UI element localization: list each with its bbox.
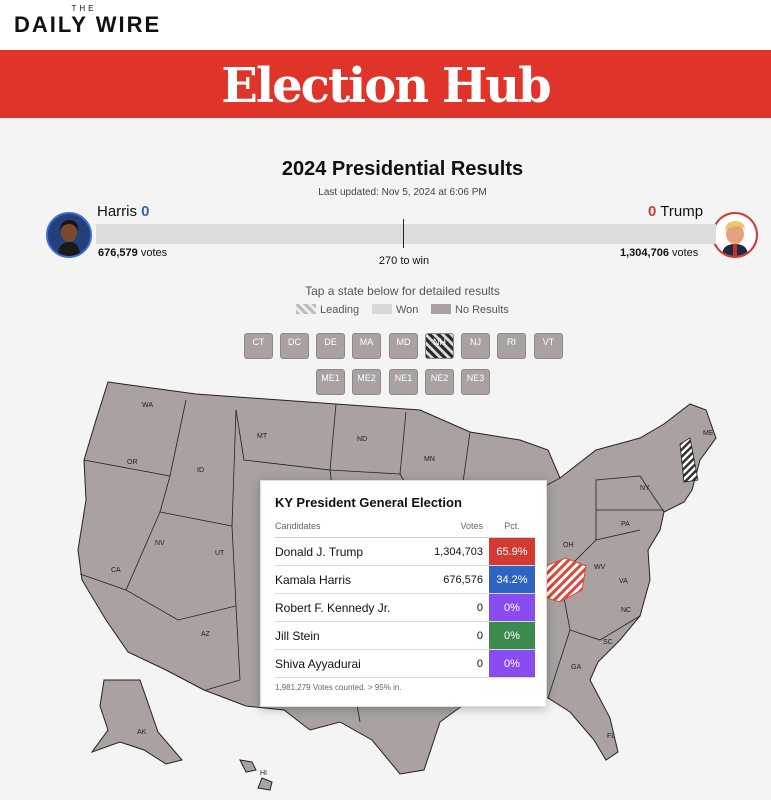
map-label-fl: FL — [607, 733, 616, 740]
state-chip-me1[interactable]: ME1 — [316, 369, 345, 395]
no-results-swatch — [431, 304, 451, 314]
harris-label — [97, 203, 150, 220]
state-hi[interactable] — [240, 760, 272, 790]
candidate-name: Kamala Harris — [275, 566, 420, 594]
table-row — [275, 594, 535, 622]
state-chip-me2[interactable]: ME2 — [352, 369, 381, 395]
map-label-id: ID — [197, 467, 204, 474]
banner-title: Election Hub — [221, 58, 550, 114]
header-pct: Pct. — [489, 521, 535, 538]
map-label-mt: MT — [257, 433, 268, 440]
table-row — [275, 566, 535, 594]
trump-votes-count: 1,304,706 — [620, 247, 669, 259]
state-chip-ri[interactable]: RI — [497, 333, 526, 359]
trump-popular-votes — [620, 247, 698, 259]
state-chip-dc[interactable]: DC — [280, 333, 309, 359]
candidate-pct: 34.2% — [489, 566, 535, 594]
map-label-wv: WV — [594, 564, 606, 571]
table-row — [275, 538, 535, 566]
trump-label — [648, 203, 703, 220]
state-chip-ne3[interactable]: NE3 — [461, 369, 490, 395]
map-label-or: OR — [127, 459, 138, 466]
state-results-popup[interactable] — [260, 480, 547, 707]
legend-leading-label: Leading — [320, 304, 360, 316]
harris-avatar — [46, 212, 92, 258]
trump-electoral-votes: 0 — [648, 203, 657, 220]
trump-avatar — [712, 212, 758, 258]
candidate-name: Robert F. Kennedy Jr. — [275, 594, 420, 622]
legend-no-results — [431, 304, 509, 318]
legend-won-label: Won — [396, 304, 419, 316]
state-chip-ne1[interactable]: NE1 — [389, 369, 418, 395]
electoral-progress-bar — [96, 224, 716, 244]
legend-won — [372, 304, 418, 318]
state-chip-md[interactable]: MD — [389, 333, 418, 359]
state-chip-nj[interactable]: NJ — [461, 333, 490, 359]
win-threshold-marker — [403, 219, 404, 248]
candidate-pct: 0% — [489, 594, 535, 622]
candidate-votes: 0 — [420, 622, 489, 650]
candidate-votes: 676,576 — [420, 566, 489, 594]
map-label-nc: NC — [621, 607, 632, 614]
map-label-ut: UT — [215, 550, 225, 557]
to-win-label: 270 to win — [378, 255, 430, 267]
harris-electoral-votes: 0 — [141, 203, 150, 220]
map-label-ga: GA — [571, 664, 582, 671]
logo-the: THE — [71, 4, 97, 13]
table-row — [275, 650, 535, 678]
votes-counted-footer: 1,981,279 Votes counted. > 95% in. — [275, 683, 402, 692]
map-label-oh: OH — [563, 542, 574, 549]
harris-votes-suffix: votes — [140, 247, 168, 259]
header-candidates: Candidates — [275, 521, 420, 538]
map-label-pa: PA — [621, 521, 630, 528]
candidate-votes: 1,304,703 — [420, 538, 489, 566]
map-label-wa: WA — [142, 402, 154, 409]
map-label-ny: NY — [640, 485, 650, 492]
map-label-va: VA — [619, 578, 628, 585]
map-label-me: ME — [703, 430, 714, 437]
state-chip-nh[interactable]: NH — [425, 333, 454, 359]
popup-results-table — [275, 521, 535, 678]
map-label-ca: CA — [111, 567, 121, 574]
daily-wire-logo[interactable] — [14, 4, 164, 38]
election-hub-banner — [0, 50, 771, 118]
harris-votes-count: 676,579 — [98, 247, 138, 259]
map-label-ak: AK — [137, 729, 147, 736]
state-chip-ne2[interactable]: NE2 — [425, 369, 454, 395]
map-label-az: AZ — [201, 631, 210, 638]
map-label-sc: SC — [603, 639, 613, 646]
map-label-nd: ND — [357, 436, 368, 443]
trump-votes-suffix: votes — [672, 247, 699, 259]
legend-no-results-label: No Results — [455, 304, 509, 316]
harris-popular-votes — [98, 247, 167, 259]
header-votes: Votes — [420, 521, 489, 538]
candidate-pct: 0% — [489, 650, 535, 678]
trump-name: Trump — [660, 203, 704, 220]
state-chip-vt[interactable]: VT — [534, 333, 563, 359]
candidate-name: Shiva Ayyadurai — [275, 650, 420, 678]
last-updated: Last updated: Nov 5, 2024 at 6:06 PM — [318, 187, 487, 198]
candidate-pct: 0% — [489, 622, 535, 650]
top-bar — [0, 0, 771, 50]
candidate-votes: 0 — [420, 594, 489, 622]
popup-header-row — [275, 521, 535, 538]
map-label-hi: HI — [260, 770, 267, 777]
candidate-name: Donald J. Trump — [275, 538, 420, 566]
leading-swatch — [296, 304, 316, 314]
harris-name: Harris — [97, 203, 137, 220]
won-swatch — [372, 304, 392, 314]
popup-title: KY President General Election — [275, 495, 462, 510]
tap-instructions: Tap a state below for detailed results — [305, 284, 500, 298]
candidate-name: Jill Stein — [275, 622, 420, 650]
table-row — [275, 622, 535, 650]
state-chip-ct[interactable]: CT — [244, 333, 273, 359]
state-ak[interactable] — [92, 680, 182, 764]
legend-leading — [296, 304, 359, 318]
map-label-mn: MN — [424, 456, 435, 463]
candidate-pct: 65.9% — [489, 538, 535, 566]
candidate-votes: 0 — [420, 650, 489, 678]
state-chip-ma[interactable]: MA — [352, 333, 381, 359]
map-label-nv: NV — [155, 540, 165, 547]
logo-name: DAILY WIRE — [14, 12, 162, 37]
results-title: 2024 Presidential Results — [281, 158, 524, 180]
state-chip-de[interactable]: DE — [316, 333, 345, 359]
